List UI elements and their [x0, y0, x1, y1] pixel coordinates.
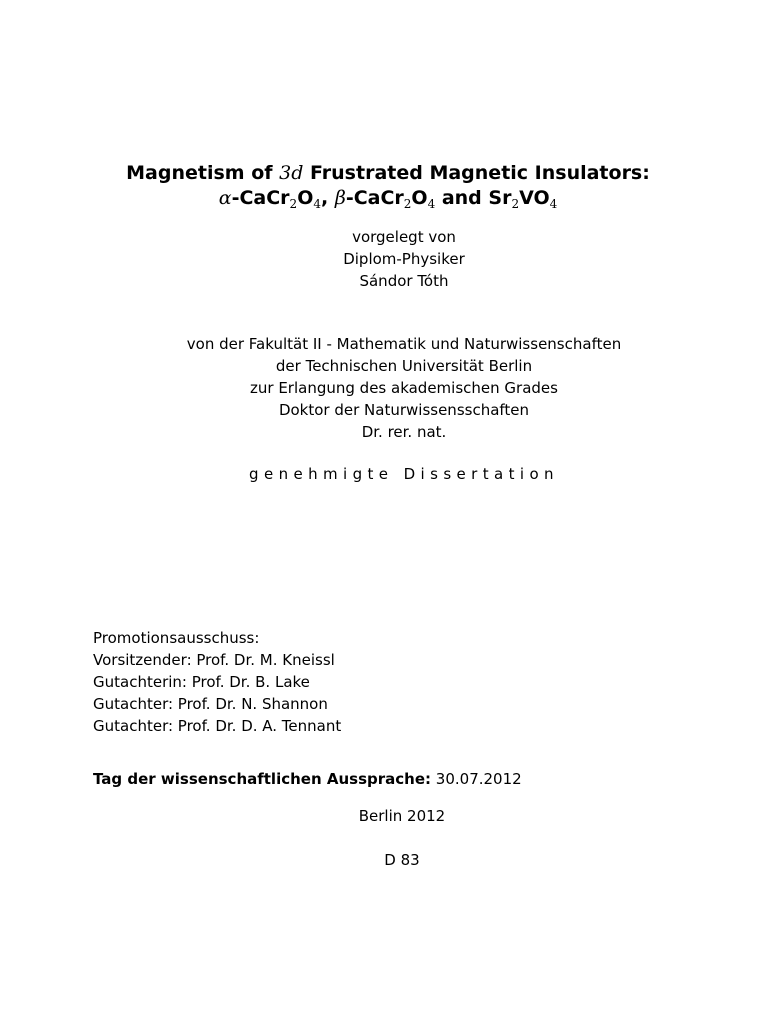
committee-member: Vorsitzender: Prof. Dr. M. Kneissl [93, 651, 335, 669]
subscript: 2 [289, 197, 298, 211]
committee-block [93, 627, 341, 737]
submitted-line: vorgelegt von [352, 228, 456, 246]
formula-part: -CaCr [345, 187, 404, 209]
defense-label: Tag der wissenschaftlichen Aussprache: [93, 770, 432, 788]
title-math: 3d [279, 162, 304, 184]
title-line-2 [0, 186, 768, 211]
title-line-1 [0, 161, 768, 186]
committee-member: Gutachter: Prof. Dr. D. A. Tennant [93, 717, 342, 735]
faculty-block [0, 333, 768, 443]
author-name: Sándor Tóth [359, 272, 449, 290]
dissertation-title [0, 161, 768, 211]
subscript: 4 [313, 197, 321, 211]
submitted-by [0, 226, 768, 292]
faculty-line: von der Fakultät II - Mathematik und Naturwissenschaften [186, 335, 622, 353]
defense-date-line [93, 768, 522, 790]
formula-part: VO [519, 187, 550, 209]
committee-member: Gutachterin: Prof. Dr. B. Lake [93, 673, 310, 691]
formula-part: O [411, 187, 428, 209]
faculty-line: der Technischen Universität Berlin [275, 357, 533, 375]
beta-symbol: β [334, 187, 346, 209]
formula-part: -CaCr [231, 187, 290, 209]
faculty-line: Doktor der Naturwissensschaften [278, 401, 530, 419]
separator: , [320, 187, 335, 209]
alpha-symbol: α [218, 187, 232, 209]
subscript: 4 [549, 197, 558, 211]
d-number: D 83 [384, 851, 420, 869]
author-degree: Diplom-Physiker [343, 250, 465, 268]
title-text: Frustrated Magnetic Insulators: [303, 162, 650, 184]
approved-dissertation: genehmigte Dissertation [249, 465, 559, 483]
subscript: 4 [427, 197, 436, 211]
formula-part: O [297, 187, 314, 209]
formula-part: and Sr [435, 187, 512, 209]
faculty-line: Dr. rer. nat. [361, 423, 447, 441]
place-year: Berlin 2012 [358, 807, 446, 825]
subscript: 2 [403, 197, 412, 211]
committee-heading: Promotionsausschuss: [93, 629, 260, 647]
committee-member: Gutachter: Prof. Dr. N. Shannon [93, 695, 328, 713]
defense-date: 30.07.2012 [435, 770, 522, 788]
faculty-line: zur Erlangung des akademischen Grades [250, 379, 558, 397]
title-text: Magnetism of [126, 162, 280, 184]
subscript: 2 [511, 197, 520, 211]
